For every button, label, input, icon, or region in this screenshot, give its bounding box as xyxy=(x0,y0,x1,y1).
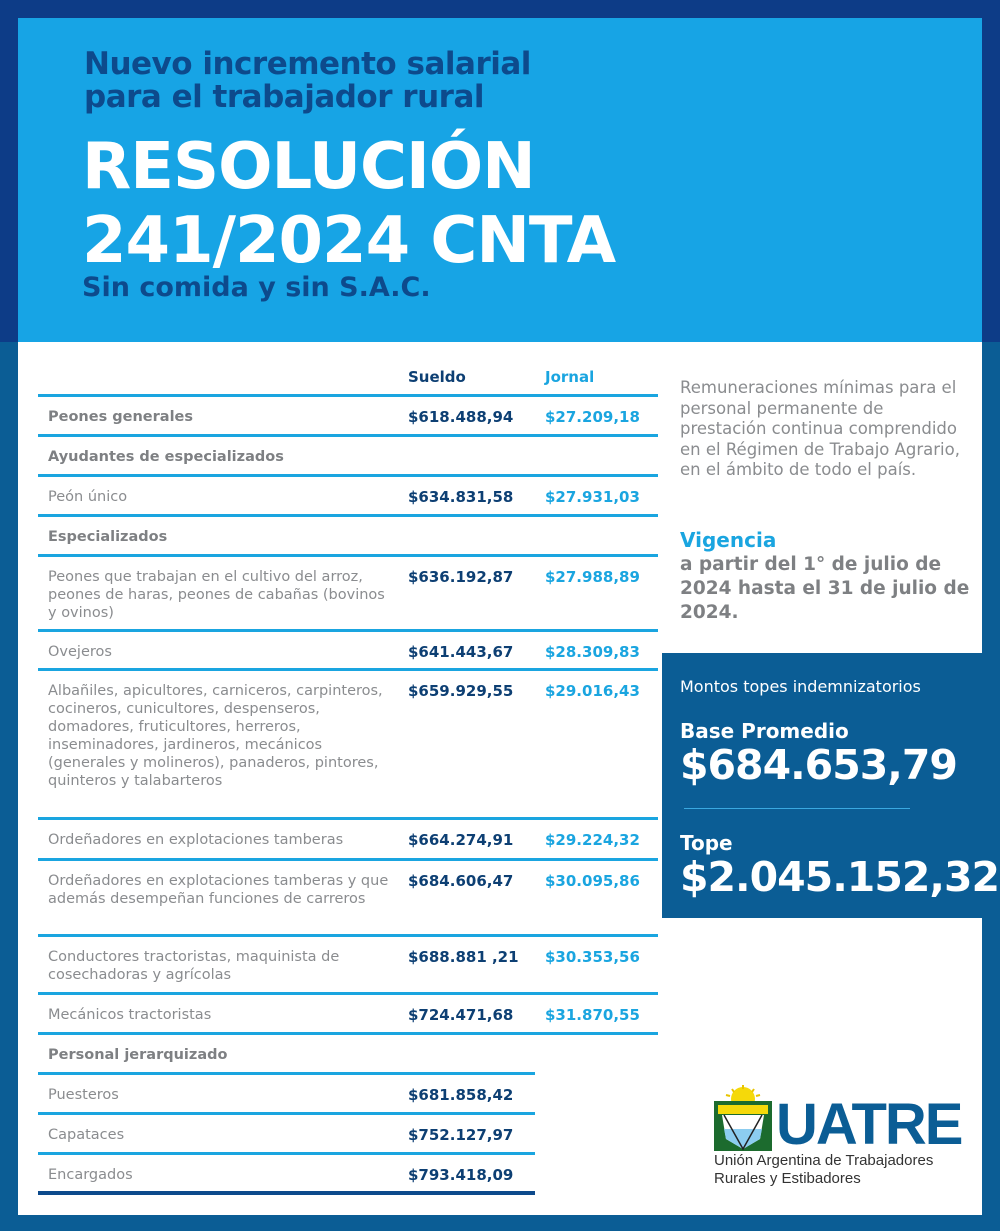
description: Remuneraciones mínimas para el personal permanente de prestación continua comprendido en el Régimen de Trabajo Agrario, en el ámbito de todo el país. xyxy=(680,378,960,479)
row-label: Mecánicos tractoristas xyxy=(48,1007,212,1023)
logo-line2: Rurales y Estibadores xyxy=(714,1170,861,1187)
table-row xyxy=(38,995,658,1035)
row-label: Ordeñadores en explotaciones tamberas xyxy=(48,832,344,848)
table-row xyxy=(38,397,658,437)
title-line: 241/2024 CNTA xyxy=(82,204,616,278)
tope-value: $2.045.152,32 xyxy=(680,853,1000,901)
table-section-header xyxy=(38,437,658,477)
row-sueldo: $618.488,94 xyxy=(408,408,514,426)
row-jornal: $28.309,83 xyxy=(545,643,640,661)
row-label: Ovejeros xyxy=(48,644,112,660)
row-jornal: $27.931,03 xyxy=(545,488,640,506)
uatre-shield-icon xyxy=(712,1085,774,1153)
row-label: Conductores tractoristas, maquinista de cosechadoras y agrícolas xyxy=(48,949,340,983)
row-sueldo: $636.192,87 xyxy=(408,568,514,586)
table-row xyxy=(38,671,658,820)
topes-box xyxy=(662,653,1000,918)
tope-label: Tope xyxy=(680,831,733,855)
row-sueldo: $664.274,91 xyxy=(408,831,514,849)
row-sueldo: $793.418,09 xyxy=(408,1166,514,1184)
table-row xyxy=(38,937,658,995)
table-row xyxy=(38,1155,535,1195)
table-row xyxy=(38,477,658,517)
table-header xyxy=(38,366,658,397)
row-label: Peones que trabajan en el cultivo del arroz, peones de haras, peones de cabañas (bovinos y ovinos) xyxy=(48,569,385,621)
table-row xyxy=(38,1075,535,1115)
table-row xyxy=(38,1115,535,1155)
row-label: Albañiles, apicultores, carniceros, carpinteros, cocineros, cunicultores, despenseros, domadores, fruticultores, herreros, inseminadores, jardineros, mecánicos (generales y molineros), panaderos, pintores, quinteros y talabarteros xyxy=(48,683,383,789)
row-jornal: $27.988,89 xyxy=(545,568,640,586)
row-jornal: $30.353,56 xyxy=(545,948,640,966)
table-row xyxy=(38,820,658,861)
table-section-header xyxy=(38,517,658,557)
row-sueldo: $688.881 ,21 xyxy=(408,948,519,966)
row-jornal: $29.016,43 xyxy=(545,682,640,700)
logo-line1: Unión Argentina de Trabajadores xyxy=(714,1152,934,1169)
row-sueldo: $752.127,97 xyxy=(408,1126,514,1144)
row-label: Especializados xyxy=(48,529,168,545)
row-sueldo: $681.858,42 xyxy=(408,1086,514,1104)
col-jornal: Jornal xyxy=(545,368,595,386)
table-row xyxy=(38,861,658,937)
row-sueldo: $659.929,55 xyxy=(408,682,514,700)
row-label: Peones generales xyxy=(48,409,193,425)
salary-table xyxy=(38,366,658,1195)
header-note: Sin comida y sin S.A.C. xyxy=(82,272,431,303)
row-label: Ayudantes de especializados xyxy=(48,449,284,465)
vigencia-text: a partir del 1° de julio de 2024 hasta el 31 de julio de 2024. xyxy=(680,554,970,623)
row-jornal: $30.095,86 xyxy=(545,872,640,890)
title-line: RESOLUCIÓN xyxy=(82,130,535,204)
row-jornal: $31.870,55 xyxy=(545,1006,640,1024)
row-label: Encargados xyxy=(48,1167,133,1183)
table-row xyxy=(38,632,658,671)
subtitle-line: Nuevo incremento salarial xyxy=(84,46,531,82)
row-label: Ordeñadores en explotaciones tamberas y que además desempeñan funciones de carreros xyxy=(48,873,389,907)
row-label: Capataces xyxy=(48,1127,125,1143)
table-row xyxy=(38,557,658,632)
vigencia-title: Vigencia xyxy=(680,528,777,552)
row-sueldo: $724.471,68 xyxy=(408,1006,514,1024)
base-value: $684.653,79 xyxy=(680,741,957,789)
row-sueldo: $641.443,67 xyxy=(408,643,514,661)
row-sueldo: $684.606,47 xyxy=(408,872,514,890)
subtitle-line: para el trabajador rural xyxy=(84,79,484,115)
row-label: Puesteros xyxy=(48,1087,119,1103)
logo-word: UATRE xyxy=(776,1092,962,1157)
row-label: Personal jerarquizado xyxy=(48,1047,228,1063)
row-jornal: $27.209,18 xyxy=(545,408,640,426)
row-sueldo: $634.831,58 xyxy=(408,488,514,506)
header-subtitle xyxy=(84,48,531,114)
row-jornal: $29.224,32 xyxy=(545,831,640,849)
table-section-header xyxy=(38,1035,535,1075)
header-banner xyxy=(18,18,982,342)
uatre-logo xyxy=(712,1085,972,1195)
page-title xyxy=(82,130,615,278)
row-label: Peón único xyxy=(48,489,128,505)
divider xyxy=(684,808,910,809)
topes-title: Montos topes indemnizatorios xyxy=(680,677,921,696)
col-sueldo: Sueldo xyxy=(408,368,466,386)
base-label: Base Promedio xyxy=(680,719,849,743)
